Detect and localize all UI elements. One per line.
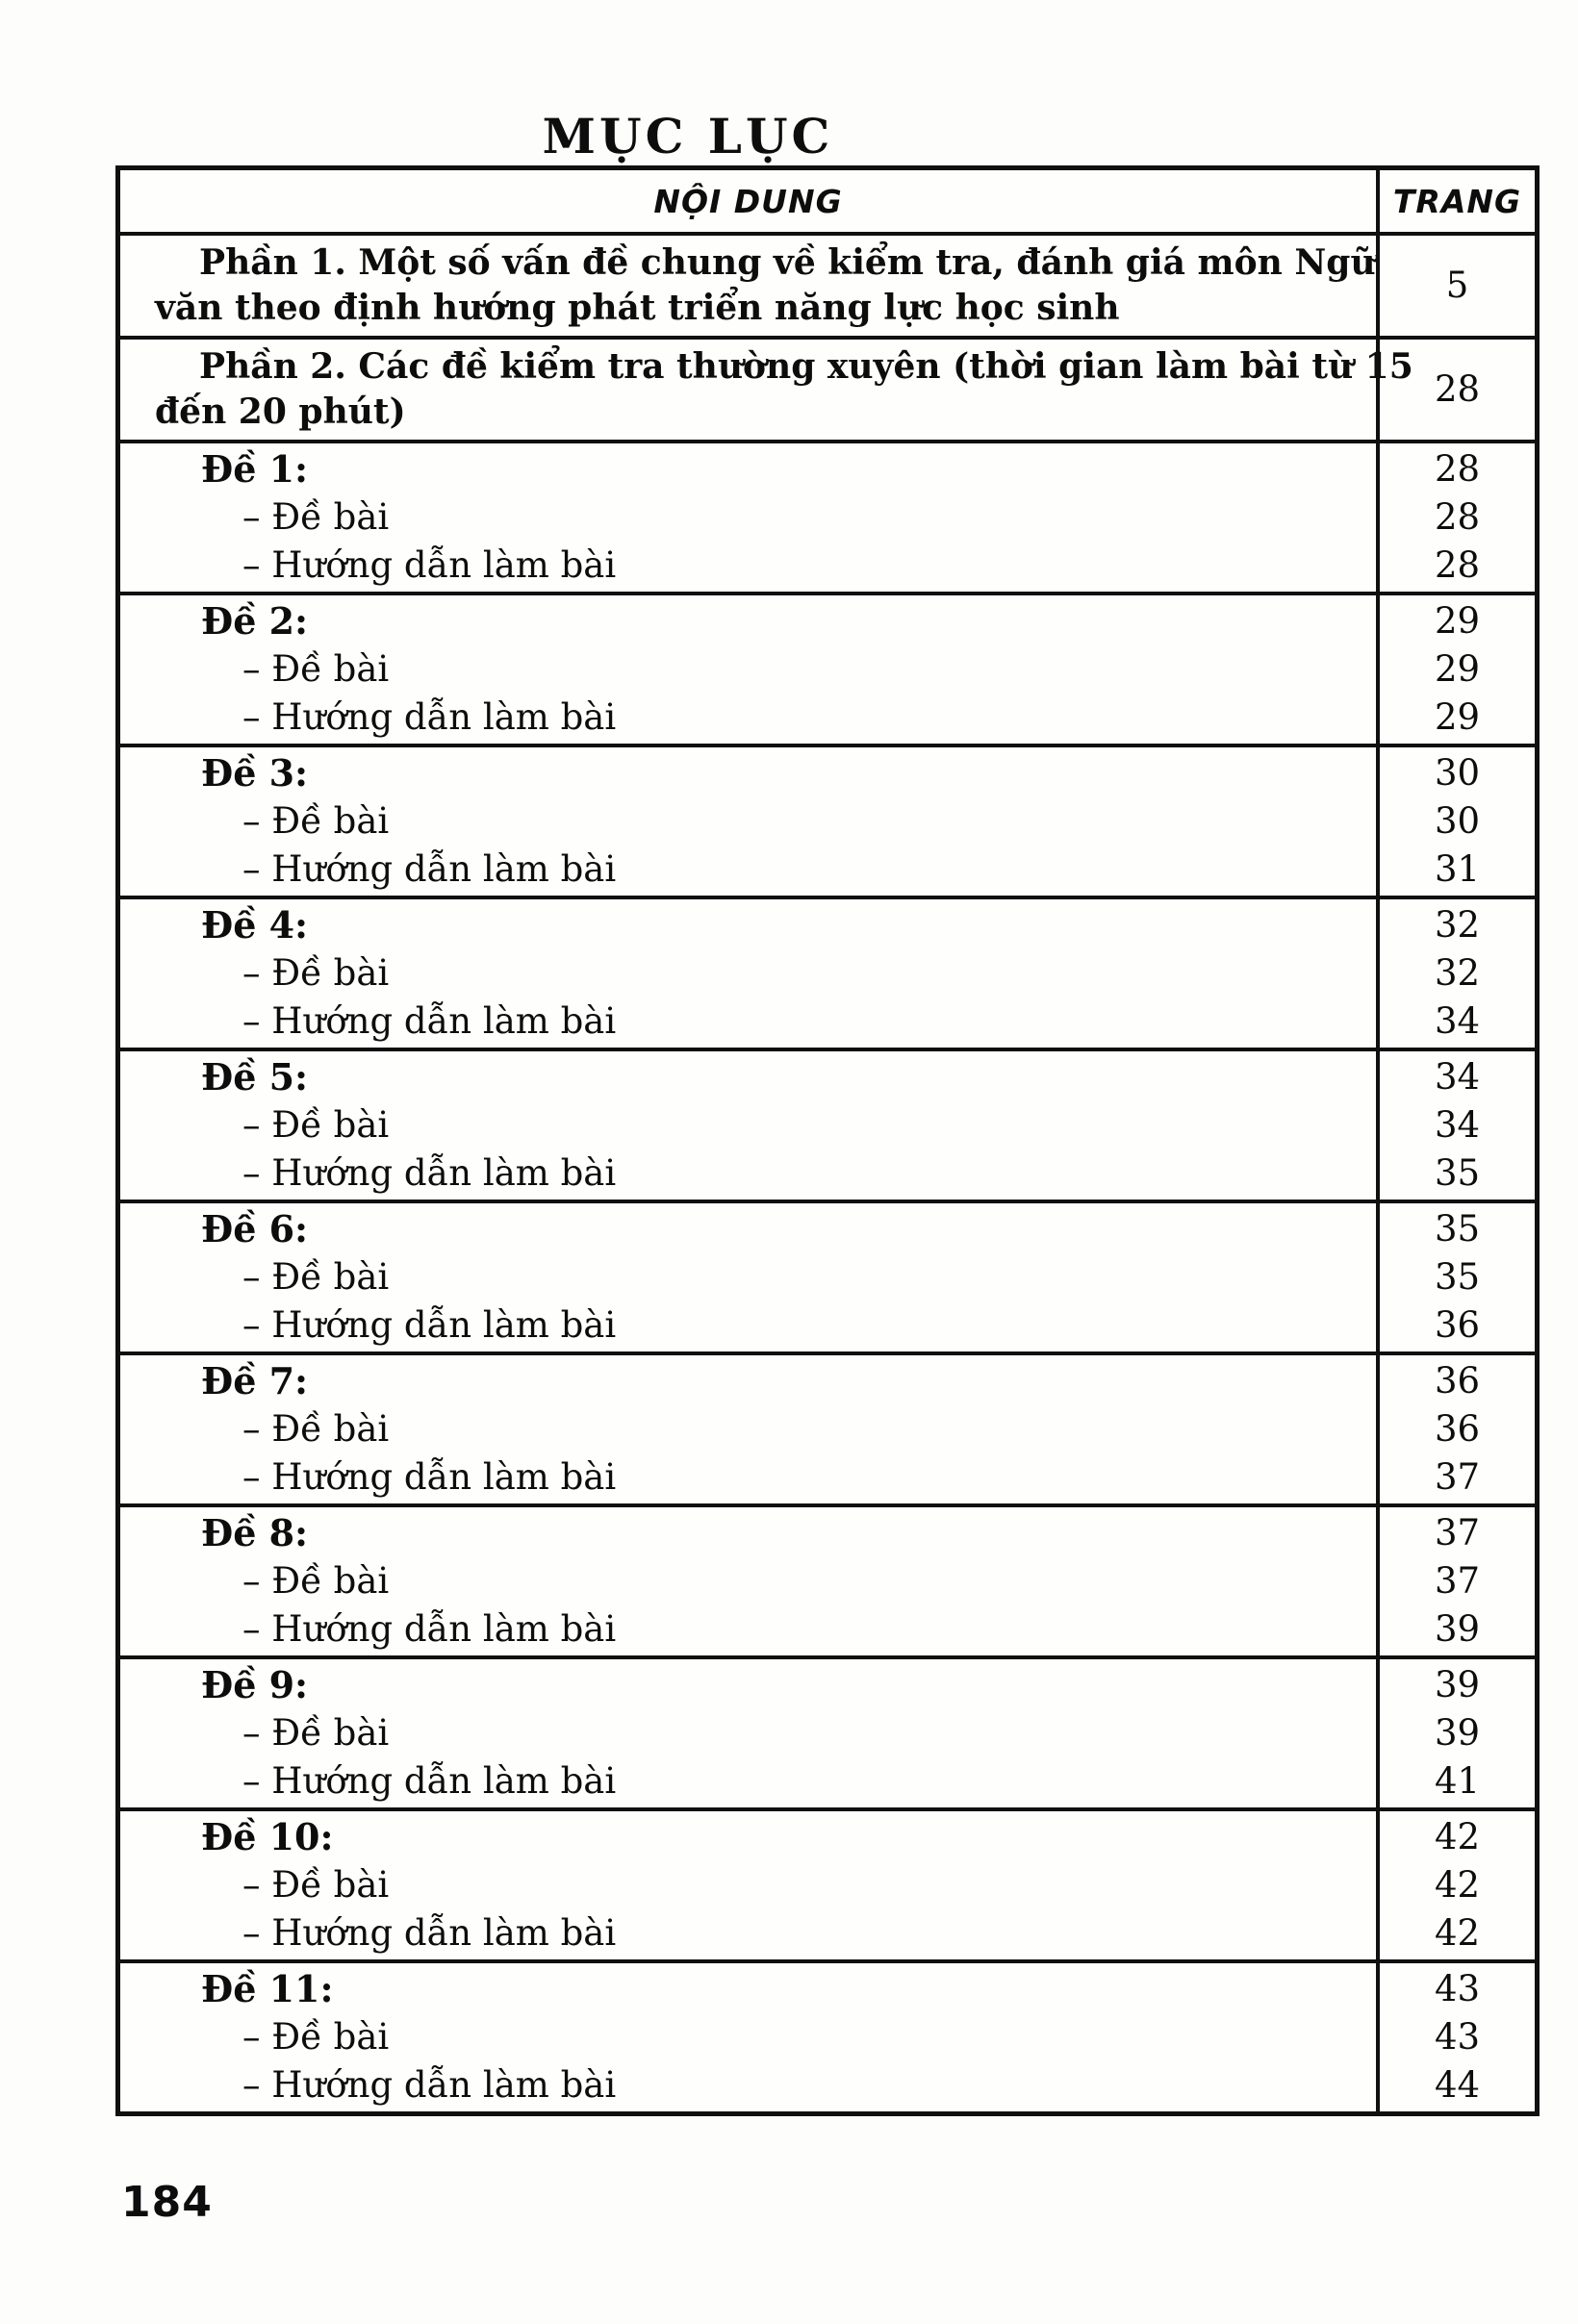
- de-content-cell: [120, 1811, 1376, 1959]
- toc-de-group: [120, 1351, 1535, 1503]
- de-heading: Đề 4:: [201, 903, 309, 947]
- de-page-cell: [1376, 1963, 1535, 2111]
- column-header-content: NỘI DUNG: [653, 182, 843, 220]
- de-page-cell: [1376, 595, 1535, 744]
- de-item-label: – Đề bài: [242, 648, 390, 690]
- de-item-label: – Hướng dẫn làm bài: [242, 1000, 617, 1042]
- de-content-cell: [120, 1507, 1376, 1655]
- table-header-row: [120, 170, 1535, 232]
- de-heading: Đề 6:: [201, 1207, 309, 1250]
- de-item-page-number: 28: [1434, 496, 1481, 538]
- part-title-line: văn theo định hướng phát triển năng lực học sinh: [155, 288, 1120, 328]
- de-page-cell: [1376, 1811, 1535, 1959]
- de-item-label: – Đề bài: [242, 1712, 390, 1754]
- de-content-cell: [120, 747, 1376, 896]
- de-item-label: – Đề bài: [242, 2016, 390, 2058]
- de-item-page-number: 39: [1434, 1608, 1481, 1650]
- de-item-page-number: 34: [1434, 1000, 1481, 1042]
- de-heading-page-number: 34: [1434, 1056, 1481, 1098]
- de-heading: Đề 5:: [201, 1055, 309, 1099]
- de-item-label: – Hướng dẫn làm bài: [242, 2064, 617, 2106]
- de-item-label: – Đề bài: [242, 1864, 390, 1906]
- de-item-label: – Hướng dẫn làm bài: [242, 696, 617, 738]
- de-heading-page-number: 28: [1434, 448, 1481, 490]
- de-page-cell: [1376, 1507, 1535, 1655]
- de-content-cell: [120, 595, 1376, 744]
- toc-de-group: [120, 440, 1535, 592]
- de-item-label: – Hướng dẫn làm bài: [242, 848, 617, 890]
- de-content-cell: [120, 443, 1376, 592]
- column-header-page: TRANG: [1376, 170, 1535, 232]
- de-item-page-number: 39: [1434, 1712, 1481, 1754]
- de-item-page-number: 42: [1434, 1912, 1481, 1954]
- de-heading: Đề 11:: [201, 1967, 334, 2010]
- part-title: [120, 236, 1376, 336]
- de-item-page-number: 28: [1434, 544, 1481, 586]
- de-content-cell: [120, 1203, 1376, 1351]
- de-item-label: – Hướng dẫn làm bài: [242, 1152, 617, 1194]
- de-item-label: – Hướng dẫn làm bài: [242, 1304, 617, 1346]
- de-item-page-number: 30: [1434, 800, 1481, 842]
- part-page-number: 28: [1434, 368, 1481, 410]
- de-heading: Đề 7:: [201, 1359, 309, 1402]
- de-item-label: – Hướng dẫn làm bài: [242, 1456, 617, 1498]
- de-page-cell: [1376, 1659, 1535, 1807]
- de-content-cell: [120, 1659, 1376, 1807]
- de-item-page-number: 36: [1434, 1304, 1481, 1346]
- toc-de-group: [120, 1503, 1535, 1655]
- part-title-line: Phần 1. Một số vấn đề chung về kiểm tra, đánh giá môn Ngữ: [199, 242, 1376, 283]
- de-item-label: – Hướng dẫn làm bài: [242, 544, 617, 586]
- de-item-page-number: 41: [1434, 1760, 1481, 1802]
- de-item-page-number: 29: [1434, 696, 1481, 738]
- de-item-page-number: 35: [1434, 1152, 1481, 1194]
- de-content-cell: [120, 1051, 1376, 1200]
- de-heading: Đề 1:: [201, 447, 309, 491]
- toc-de-group: [120, 592, 1535, 744]
- de-item-label: – Đề bài: [242, 1256, 390, 1298]
- de-item-label: – Hướng dẫn làm bài: [242, 1608, 617, 1650]
- de-heading-page-number: 39: [1434, 1664, 1481, 1705]
- de-item-label: – Đề bài: [242, 1560, 390, 1602]
- de-heading-page-number: 32: [1434, 904, 1481, 946]
- de-item-label: – Đề bài: [242, 800, 390, 842]
- de-heading-page-number: 36: [1434, 1360, 1481, 1402]
- footer-page-number: 184: [121, 2178, 213, 2227]
- de-heading-page-number: 35: [1434, 1208, 1481, 1250]
- part-page-cell: [1376, 340, 1535, 440]
- de-page-cell: [1376, 899, 1535, 1048]
- toc-part-row: [120, 336, 1535, 440]
- de-page-cell: [1376, 443, 1535, 592]
- part-page-number: 5: [1445, 265, 1469, 306]
- de-item-page-number: 37: [1434, 1560, 1481, 1602]
- de-content-cell: [120, 1963, 1376, 2111]
- toc-de-group: [120, 1959, 1535, 2111]
- de-item-page-number: 36: [1434, 1408, 1481, 1450]
- part-page-cell: [1376, 236, 1535, 336]
- de-item-page-number: 35: [1434, 1256, 1481, 1298]
- toc-de-group: [120, 896, 1535, 1048]
- toc-de-group: [120, 1807, 1535, 1959]
- de-item-label: – Đề bài: [242, 496, 390, 538]
- de-item-page-number: 44: [1434, 2064, 1481, 2106]
- de-heading-page-number: 42: [1434, 1816, 1481, 1857]
- de-heading: Đề 9:: [201, 1663, 309, 1706]
- toc-de-group: [120, 1200, 1535, 1351]
- part-title-line: Phần 2. Các đề kiểm tra thường xuyên (thời gian làm bài từ 15: [199, 346, 1413, 387]
- de-item-label: – Đề bài: [242, 1104, 390, 1146]
- de-item-label: – Đề bài: [242, 1408, 390, 1450]
- de-heading: Đề 10:: [201, 1815, 334, 1858]
- de-item-page-number: 34: [1434, 1104, 1481, 1146]
- de-item-page-number: 29: [1434, 648, 1481, 690]
- de-item-label: – Hướng dẫn làm bài: [242, 1912, 617, 1954]
- de-item-page-number: 32: [1434, 952, 1481, 994]
- de-content-cell: [120, 1355, 1376, 1503]
- table-body: [120, 232, 1535, 2111]
- de-heading: Đề 8:: [201, 1511, 309, 1554]
- toc-table: [115, 165, 1540, 2116]
- de-heading-page-number: 29: [1434, 600, 1481, 642]
- de-heading-page-number: 43: [1434, 1968, 1481, 2009]
- de-content-cell: [120, 899, 1376, 1048]
- toc-de-group: [120, 744, 1535, 896]
- toc-de-group: [120, 1655, 1535, 1807]
- de-heading: Đề 2:: [201, 599, 309, 643]
- toc-part-row: [120, 232, 1535, 336]
- de-item-page-number: 37: [1434, 1456, 1481, 1498]
- de-page-cell: [1376, 747, 1535, 896]
- page-title: MỤC LỤC: [542, 108, 834, 164]
- de-item-label: – Hướng dẫn làm bài: [242, 1760, 617, 1802]
- de-item-page-number: 31: [1434, 848, 1481, 890]
- de-heading-page-number: 37: [1434, 1512, 1481, 1554]
- de-item-page-number: 42: [1434, 1864, 1481, 1906]
- de-item-label: – Đề bài: [242, 952, 390, 994]
- part-title-line: đến 20 phút): [155, 392, 406, 432]
- de-item-page-number: 43: [1434, 2016, 1481, 2058]
- toc-de-group: [120, 1048, 1535, 1200]
- de-page-cell: [1376, 1355, 1535, 1503]
- part-title: [120, 340, 1413, 440]
- de-heading-page-number: 30: [1434, 752, 1481, 794]
- de-heading: Đề 3:: [201, 751, 309, 795]
- de-page-cell: [1376, 1203, 1535, 1351]
- de-page-cell: [1376, 1051, 1535, 1200]
